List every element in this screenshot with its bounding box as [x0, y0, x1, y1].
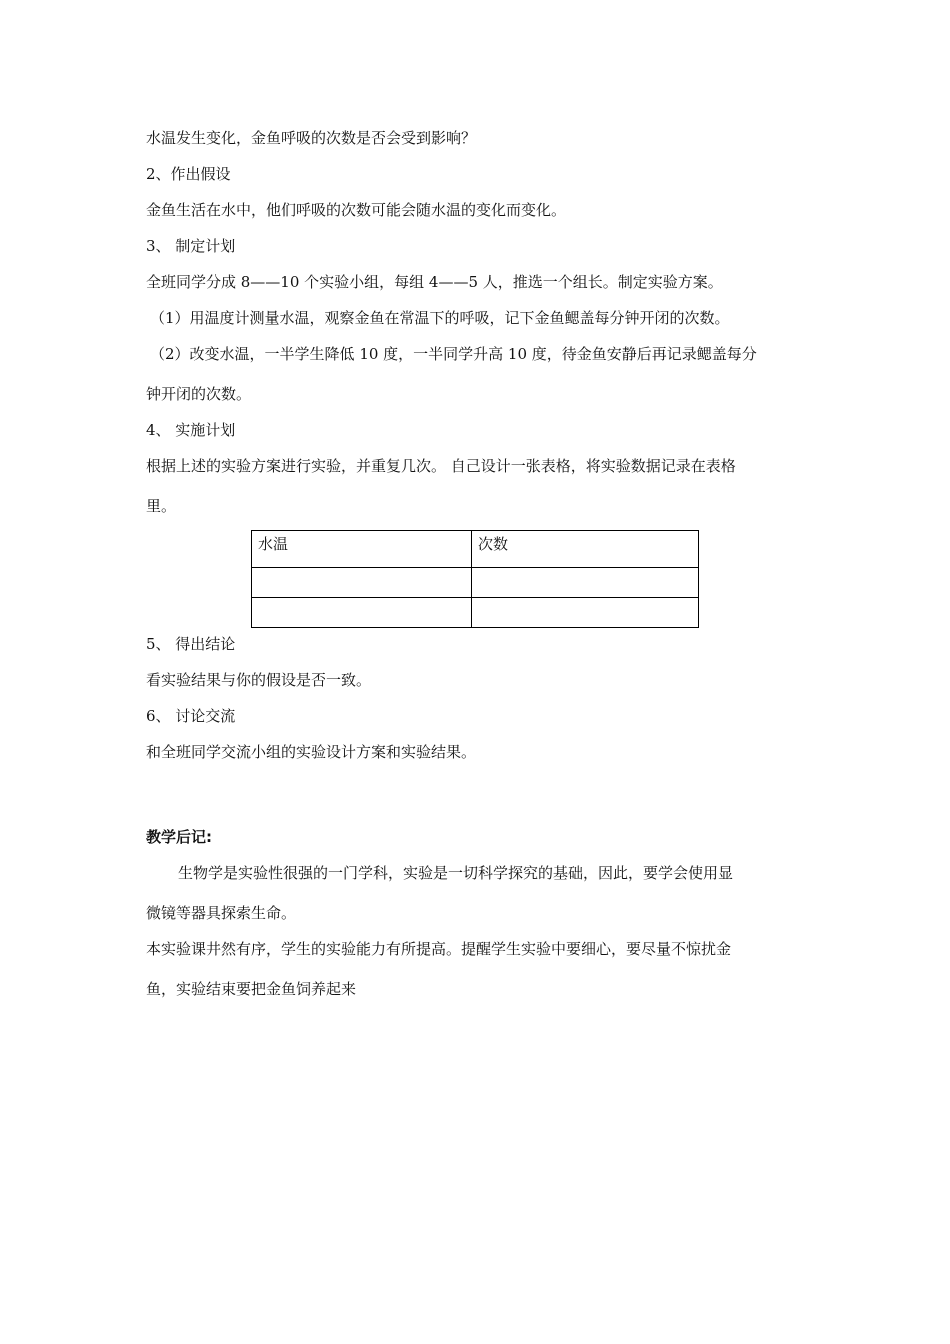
section-conclusion: 5、 得出结论 [146, 635, 236, 653]
table-cell [472, 598, 699, 628]
plan-step-2: （2）改变水温，一半学生降低 10 度，一半同学升高 10 度，待金鱼安静后再记录鳃盖每分 [150, 345, 757, 363]
section-discussion: 6、 讨论交流 [146, 707, 236, 725]
postscript-p1-line1: 生物学是实验性很强的一门学科，实验是一切科学探究的基础，因此，要学会使用显 [178, 864, 734, 882]
conclusion-text: 看实验结果与你的假设是否一致。 [146, 671, 372, 689]
postscript-p2-line2: 鱼，实验结束要把金鱼饲养起来 [146, 980, 357, 998]
hypothesis-text: 金鱼生活在水中，他们呼吸的次数可能会随水温的变化而变化。 [146, 201, 567, 219]
table-cell [472, 568, 699, 598]
section-implement: 4、 实施计划 [146, 421, 236, 439]
plan-step-1: （1）用温度计测量水温，观察金鱼在常温下的呼吸，记下金鱼鳃盖每分钟开闭的次数。 [150, 309, 730, 327]
question-line: 水温发生变化，金鱼呼吸的次数是否会受到影响？ [146, 129, 477, 147]
postscript-p2-line1: 本实验课井然有序，学生的实验能力有所提高。提醒学生实验中要细心，要尽量不惊扰金 [146, 940, 732, 958]
implement-text: 根据上述的实验方案进行实验，并重复几次。 自己设计一张表格，将实验数据记录在表格 [146, 457, 736, 475]
section-hypothesis: 2、作出假设 [146, 165, 231, 183]
postscript-p1-line2: 微镜等器具探索生命。 [146, 904, 297, 922]
postscript-heading: 教学后记: [146, 828, 212, 846]
implement-text-cont: 里。 [146, 497, 177, 515]
table-header-row [252, 531, 699, 568]
table-header-cell: 水温 [252, 531, 472, 568]
plan-step-2-cont: 钟开闭的次数。 [146, 385, 252, 403]
table-row [252, 598, 699, 628]
table-cell [252, 598, 472, 628]
section-plan: 3、 制定计划 [146, 237, 236, 255]
table-cell [252, 568, 472, 598]
discussion-text: 和全班同学交流小组的实验设计方案和实验结果。 [146, 743, 477, 761]
plan-text: 全班同学分成 8——10 个实验小组，每组 4——5 人，推选一个组长。制定实验方案。 [146, 273, 723, 291]
data-table [251, 530, 699, 628]
table-header-cell: 次数 [472, 531, 699, 568]
table-row [252, 568, 699, 598]
